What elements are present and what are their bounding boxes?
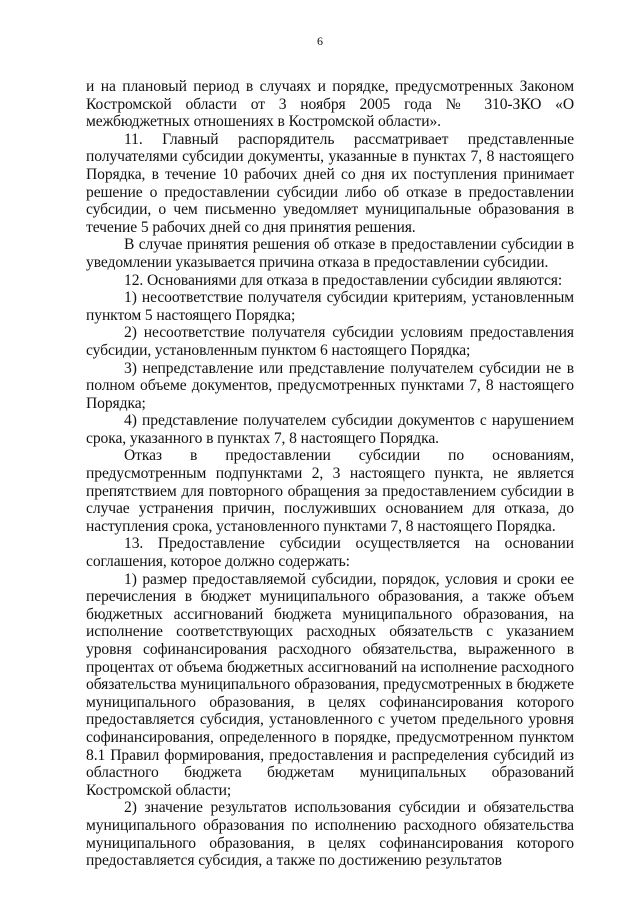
- paragraph-13: 13. Предоставление субсидии осуществляется на основании соглашения, которое должно содержать:: [86, 535, 574, 571]
- paragraph-12-item-3: 3) непредставление или представление получателем субсидии не в полном объеме документов, предусмотренных пунктами 7, 8 настоящего Порядка;: [86, 359, 574, 412]
- paragraph-12-item-2: 2) несоответствие получателя субсидии условиям предоставления субсидии, установленным пунктом 6 настоящего Порядка;: [86, 324, 574, 359]
- document-body: [86, 78, 574, 870]
- paragraph-refusal-repeat: Отказ в предоставлении субсидии по основаниям, предусмотренным подпунктами 2, 3 настоящего пункта, не является препятствием для повторного обращения за предоставлением субсидии в случае устранения причин, послуживших основанием для отказа, до наступления срока, установленного пунктами 7, 8 настоящего Порядка.: [86, 447, 574, 535]
- paragraph-12-item-1: 1) несоответствие получателя субсидии критериям, установленным пунктом 5 настоящего Порядка;: [86, 289, 574, 324]
- paragraph-13-item-2: 2) значение результатов использования субсидии и обязательства муниципального образования по исполнению расходного обязательства муниципального образования, в целях софинансирования которого предоставляется субсидия, а также по достижению результатов: [86, 799, 574, 870]
- paragraph-12-item-4: 4) представление получателем субсидии документов с нарушением срока, указанного в пунктах 7, 8 настоящего Порядка.: [86, 412, 574, 447]
- paragraph-11: 11. Главный распорядитель рассматривает представленные получателями субсидии документы, указанные в пунктах 7, 8 настоящего Порядка, в течение 10 рабочих дней со дня их поступления принимает решение о предоставлении субсидии либо об отказе в предоставлении субсидии, о чем письменно уведомляет муниципальные образования в течение 5 рабочих дней со дня принятия решения.: [86, 130, 574, 236]
- paragraph-intro: и на плановый период в случаях и порядке, предусмотренных Законом Костромской области от 3 ноября 2005 года № 310-ЗКО «О межбюджетных отношениях в Костромской области».: [86, 78, 574, 131]
- paragraph-13-item-1: 1) размер предоставляемой субсидии, порядок, условия и сроки ее перечисления в бюджет муниципального образования, а также объем бюджетных ассигнований бюджета муниципального образования, на исполнение соответствующих расходных обязательств с указанием уровня софинансирования расходного обязательства, выраженного в процентах от объема бюджетных ассигнований на исполнение расходного обязательства муниципального образования, предусмотренных в бюджете муниципального образования, в целях софинансирования которого предоставляется субсидия, установленного с учетом предельного уровня софинансирования, определенного в порядке, предусмотренном пунктом 8.1 Правил формирования, предоставления и распределения субсидий из областного бюджета бюджетам муниципальных образований Костромской области;: [86, 570, 574, 799]
- paragraph-refusal-notice: В случае принятия решения об отказе в предоставлении субсидии в уведомлении указывается причина отказа в предоставлении субсидии.: [86, 236, 574, 271]
- page-number: 6: [317, 34, 323, 48]
- paragraph-12: 12. Основаниями для отказа в предоставлении субсидии являются:: [124, 271, 563, 289]
